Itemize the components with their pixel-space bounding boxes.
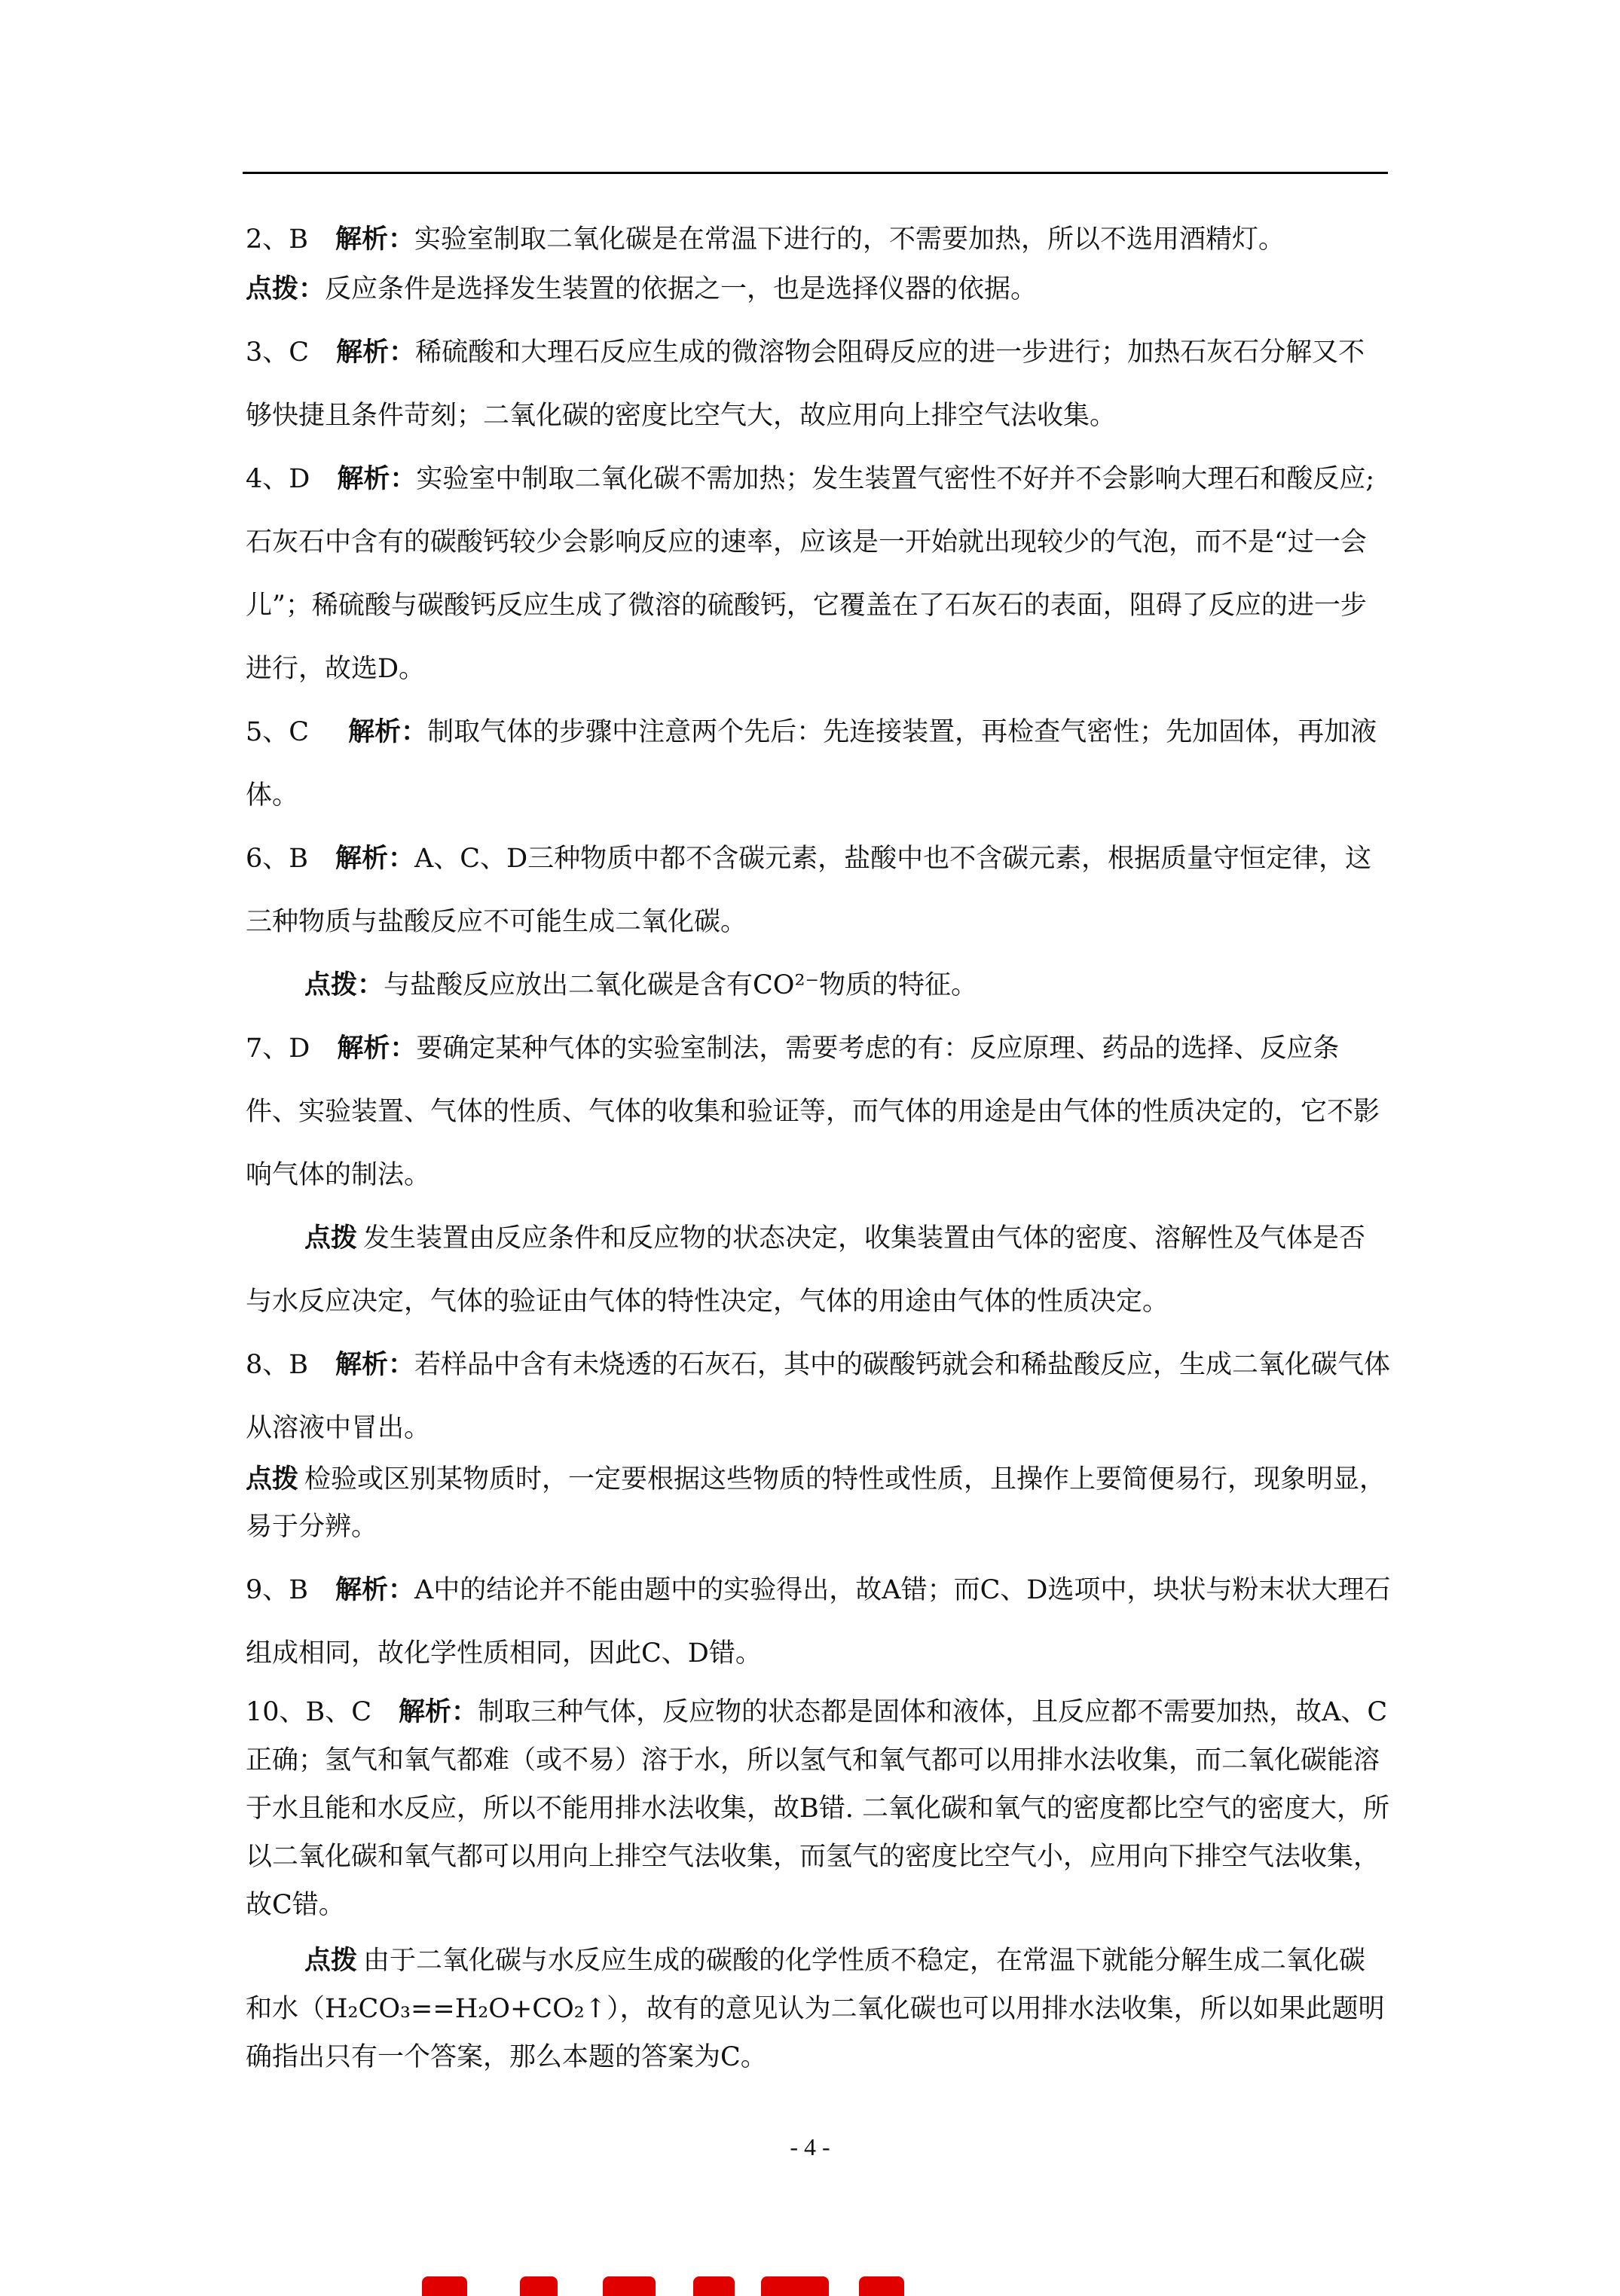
red-mark xyxy=(520,2276,558,2296)
paragraph-text: 实验室中制取二氧化碳不需加热；发生装置气密性不好并不会影响大理石和酸反应; 石灰石中含有的碳酸钙较少会影响反应的速率，应该是一开始就出现较少的气泡，而不是“过一会儿”；稀硫酸与碳酸钙反应生成了微溶的硫酸钙，它覆盖在了石灰石的表面，阻碍了反应的进一步进行，故选D。 xyxy=(246,464,1375,684)
paragraph-text: A中的结论并不能由题中的实验得出，故A错；而C、D选项中，块状与粉末状大理石组成相同，故化学性质相同，因此C、D错。 xyxy=(246,1575,1391,1669)
hint-label: 点拨： xyxy=(304,969,384,1000)
analysis-label: 解析： xyxy=(337,463,417,494)
analysis-label: 解析： xyxy=(335,1349,415,1380)
hint-2 xyxy=(246,265,1391,313)
paragraph-text: 稀硫酸和大理石反应生成的微溶物会阻碍反应的进一步进行；加热石灰石分解又不够快捷且条件苛刻；二氧化碳的密度比空气大，故应用向上排空气法收集。 xyxy=(246,337,1365,431)
paragraph-9 xyxy=(246,1559,1391,1685)
analysis-label: 解析： xyxy=(348,716,428,747)
paragraph-text: 检验或区别某物质时，一定要根据这些物质的特性或性质，且操作上要简便易行，现象明显，易于分辨。 xyxy=(246,1464,1386,1542)
red-decoration xyxy=(407,2273,949,2296)
analysis-label: 解析： xyxy=(337,1033,417,1064)
paragraph-text: 与盐酸反应放出二氧化碳是含有CO²⁻物质的特征。 xyxy=(384,970,977,1000)
answer-number: 5、C xyxy=(246,717,310,747)
analysis-label: 解析： xyxy=(399,1696,478,1727)
paragraph-5 xyxy=(246,701,1391,827)
paragraph-7 xyxy=(246,1017,1391,1207)
answer-number: 7、D xyxy=(246,1034,310,1064)
red-mark xyxy=(603,2276,656,2296)
answer-number: 9、B xyxy=(246,1575,308,1605)
hint-label: 点拨 xyxy=(246,1464,299,1495)
red-mark xyxy=(693,2276,735,2296)
answer-number: 3、C xyxy=(246,337,310,368)
red-mark xyxy=(761,2276,829,2296)
answer-explanations xyxy=(246,208,1391,2089)
hint-6 xyxy=(246,954,1391,1017)
analysis-label: 解析： xyxy=(336,337,416,368)
answer-number: 6、B xyxy=(246,844,308,874)
hint-8 xyxy=(246,1455,1391,1551)
paragraph-4 xyxy=(246,447,1391,701)
answer-number: 2、B xyxy=(246,224,308,255)
paragraph-text: 制取气体的步骤中注意两个先后：先连接装置，再检查气密性；先加固体，再加液体。 xyxy=(246,717,1377,811)
paragraph-text: 反应条件是选择发生装置的依据之一，也是选择仪器的依据。 xyxy=(325,274,1038,304)
paragraph-2 xyxy=(246,208,1391,271)
paragraph-text: 发生装置由反应条件和反应物的状态决定，收集装置由气体的密度、溶解性及气体是否与水反应决定，气体的验证由气体的特性决定，气体的用途由气体的性质决定。 xyxy=(246,1223,1366,1317)
analysis-label: 解析： xyxy=(335,843,415,874)
paragraph-text: 实验室制取二氧化碳是在常温下进行的，不需要加热，所以不选用酒精灯。 xyxy=(414,224,1285,255)
answer-number: 4、D xyxy=(246,464,310,494)
analysis-label: 解析： xyxy=(335,1574,415,1605)
header-rule xyxy=(243,172,1388,174)
paragraph-text: 由于二氧化碳与水反应生成的碳酸的化学性质不稳定，在常温下就能分解生成二氧化碳和水（H₂CO₃==H₂O+CO₂↑），故有的意见认为二氧化碳也可以用排水法收集，所以如果此题明确指出只有一个答案，那么本题的答案为C。 xyxy=(246,1946,1385,2072)
red-mark xyxy=(859,2276,904,2296)
paragraph-6 xyxy=(246,827,1391,954)
paragraph-text: 若样品中含有未烧透的石灰石，其中的碳酸钙就会和稀盐酸反应，生成二氧化碳气体从溶液中冒出。 xyxy=(246,1350,1391,1443)
paragraph-text: A、C、D三种物质中都不含碳元素，盐酸中也不含碳元素，根据质量守恒定律，这三种物质与盐酸反应不可能生成二氧化碳。 xyxy=(246,844,1372,937)
answer-number: 8、B xyxy=(246,1350,308,1380)
page-number: - 4 - xyxy=(790,2133,830,2160)
hint-10 xyxy=(246,1937,1391,2081)
hint-7 xyxy=(246,1207,1391,1333)
hint-label: 点拨： xyxy=(246,273,326,304)
paragraph-8 xyxy=(246,1333,1391,1460)
paragraph-text: 要确定某种气体的实验室制法，需要考虑的有：反应原理、药品的选择、反应条件、实验装置、气体的性质、气体的收集和验证等，而气体的用途是由气体的性质决定的，它不影响气体的制法。 xyxy=(246,1034,1380,1190)
paragraph-3 xyxy=(246,321,1391,447)
red-mark xyxy=(422,2276,467,2296)
answer-number: 10、B、C xyxy=(246,1697,372,1727)
paragraph-text: 制取三种气体，反应物的状态都是固体和液体，且反应都不需要加热，故A、C正确；氢气和氧气都难（或不易）溶于水，所以氢气和氧气都可以用排水法收集，而二氧化碳能溶于水且能和水反应，所以不能用排水法收集，故B错. 二氧化碳和氧气的密度都比空气的密度大，所以二氧化碳和氧气都可以用向上排空气法收集，而氢气的密度比空气小，应用向下排空气法收集，故C错。 xyxy=(246,1697,1389,1920)
paragraph-10 xyxy=(246,1688,1391,1929)
hint-label: 点拨 xyxy=(304,1945,358,1976)
analysis-label: 解析： xyxy=(335,224,415,255)
hint-label: 点拨 xyxy=(304,1223,358,1253)
